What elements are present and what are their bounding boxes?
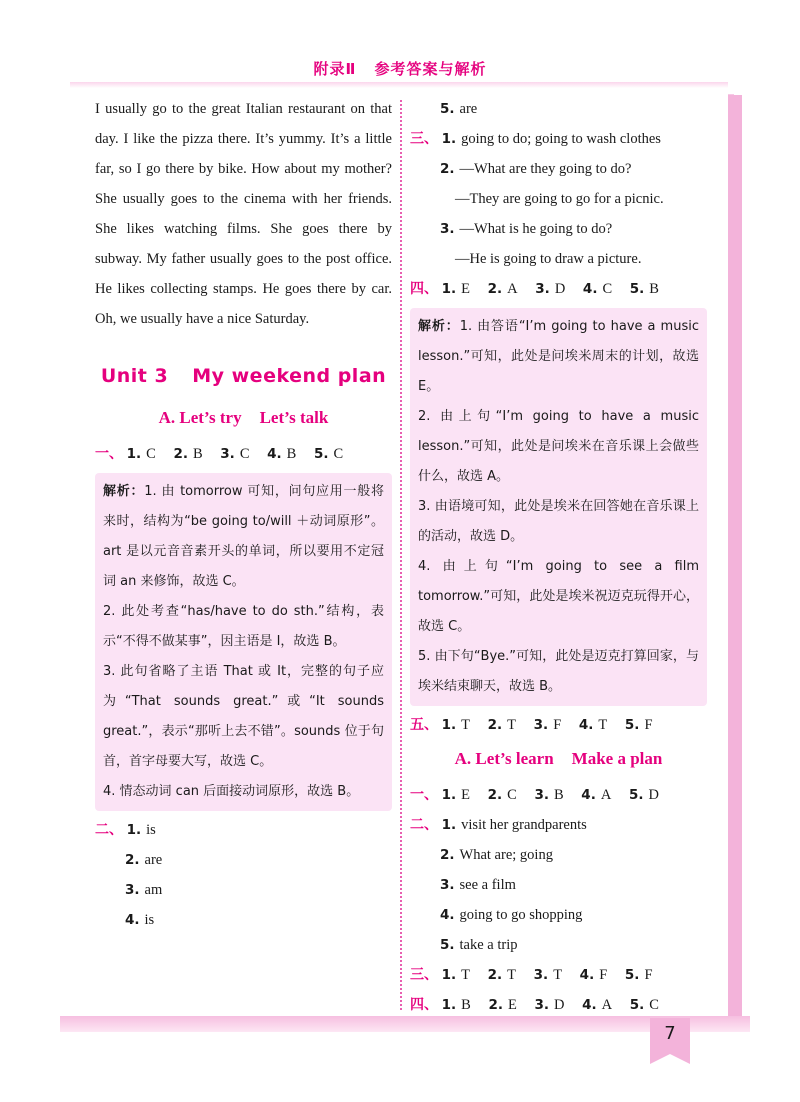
item-answer: T (507, 717, 517, 733)
item-number: 1. (441, 131, 457, 147)
explanation-4: 4. 情态动词 can 后面接动词原形，故选 B。 (103, 784, 360, 799)
item-number: 1. (441, 967, 457, 983)
item-number: 5. (313, 446, 329, 462)
item-number: 3. (533, 717, 549, 733)
column-divider (400, 100, 402, 1010)
explanation-box-left (95, 473, 392, 811)
item-answer: C (507, 787, 517, 803)
item-number: 3. (125, 882, 140, 898)
item-answer: C (602, 281, 613, 297)
item-answer: am (144, 882, 163, 898)
page-edge-bar (728, 95, 742, 1025)
item-answer: going to do; going to wash clothes (461, 131, 661, 147)
item-number: 2. (488, 997, 503, 1013)
item-number: 4. (267, 446, 282, 462)
item-answer: visit her grandparents (461, 817, 587, 833)
item-number: 2. (487, 281, 503, 297)
answer-item (410, 930, 707, 960)
item-number: 5. (440, 937, 455, 953)
item-number: 3. (220, 446, 235, 462)
item-answer: C (239, 446, 250, 462)
item-number: 2. (125, 852, 140, 868)
section-heading-b (410, 744, 707, 774)
answer-row-3 (410, 124, 707, 154)
explanation-box-right (410, 308, 707, 706)
item-number: 5. (629, 281, 645, 297)
item-answer: B (286, 446, 297, 462)
item-number: 5. (440, 101, 455, 117)
item-answer: C (146, 446, 156, 462)
explanation-3: 3. 此句省略了主语 That 或 It，完整的句子应为“That sounds great.”或“It sounds great.”，表示“那听上去不错”。sounds 位于句首，首字母要大写，故选 C。 (103, 664, 384, 769)
item-number: 1. (441, 787, 457, 803)
page-number: 7 (664, 1023, 676, 1044)
item-number: 3. (440, 221, 455, 237)
item-number: 4. (125, 912, 140, 928)
explanation-1: 1. 由答语“I’m going to have a music lesson.”可知，此处是问埃米周末的计划，故选 E。 (418, 319, 699, 394)
item-answer: A (600, 787, 612, 803)
answer-item (410, 214, 707, 244)
section-a-part1: A. Let’s try (158, 408, 242, 427)
item-number: 3. (440, 877, 455, 893)
item-answer: are (459, 101, 478, 117)
item-number: 1. (126, 822, 142, 838)
item-answer: A (601, 997, 613, 1013)
item-number: 1. (441, 817, 457, 833)
answer-item (410, 154, 707, 184)
item-answer: B (192, 446, 203, 462)
item-answer: T (461, 717, 471, 733)
item-number: 1. (441, 281, 457, 297)
item-number: 1. (441, 997, 457, 1013)
question-label: 五、 (410, 717, 438, 733)
question-label: 四、 (410, 997, 438, 1013)
item-number: 3. (534, 997, 549, 1013)
item-answer: E (461, 281, 471, 297)
explanation-3: 3. 由语境可知，此处是埃米在回答她在音乐课上的活动，故选 D。 (418, 499, 699, 544)
item-number: 5. (624, 717, 640, 733)
explanation-2: 2. 此处考查“has/have to do sth.”结构，表示“不得不做某事”，因主语是 I，故选 B。 (103, 604, 384, 649)
explanation-2: 2. 由上句“I’m going to have a music lesson.”可知，此处是问埃米在音乐课上会做些什么，故选 A。 (418, 409, 699, 484)
item-number: 4. (578, 717, 594, 733)
item-answer: A (507, 281, 518, 297)
section-a-part2: Let’s talk (259, 408, 329, 427)
question-label: 四、 (410, 281, 438, 297)
item-answer: C (333, 446, 344, 462)
item-number: 4. (581, 787, 596, 803)
right-column (410, 94, 707, 1020)
item-number: 1. (441, 717, 457, 733)
item-number: 2. (487, 967, 503, 983)
question-label: 三、 (410, 131, 438, 147)
item-number: 5. (629, 997, 645, 1013)
header-title: 参考答案与解析 (374, 60, 487, 78)
unit-number: Unit 3 (100, 365, 169, 387)
item-number: 4. (582, 281, 598, 297)
explanation-label: 解析： (418, 319, 460, 334)
running-header (0, 58, 800, 79)
item-answer: E (461, 787, 471, 803)
answer-item (95, 845, 392, 875)
appendix-label: 附录Ⅱ (313, 60, 357, 78)
item-answer: T (553, 967, 563, 983)
question-label: 三、 (410, 967, 438, 983)
explanation-label: 解析： (103, 484, 145, 499)
answer-row-l4 (410, 990, 707, 1020)
item-answer: B (461, 997, 471, 1013)
question-label: 一、 (410, 787, 438, 803)
answer-item (410, 94, 707, 124)
left-column (95, 94, 392, 935)
dialogue-answer: —They are going to go for a picnic. (455, 191, 664, 207)
item-answer: going to go shopping (459, 907, 583, 923)
item-number: 3. (534, 787, 549, 803)
item-answer: is (146, 822, 156, 838)
item-answer: D (554, 281, 566, 297)
section-b-part1: A. Let’s learn (454, 749, 554, 768)
item-number: 4. (440, 907, 455, 923)
question-label: 二、 (410, 817, 438, 833)
item-answer: F (644, 717, 653, 733)
item-answer: T (598, 717, 608, 733)
item-answer: D (554, 997, 565, 1013)
item-number: 5. (624, 967, 640, 983)
item-number: 1. (126, 446, 142, 462)
answer-item (410, 900, 707, 930)
item-number: 5. (628, 787, 644, 803)
answer-item (95, 905, 392, 935)
question-label: 一、 (95, 446, 123, 462)
item-answer: C (649, 997, 659, 1013)
item-number: 3. (535, 281, 550, 297)
dialogue-question: —What are they going to do? (459, 161, 632, 177)
item-answer: F (644, 967, 653, 983)
item-answer: B (554, 787, 564, 803)
item-number: 2. (487, 787, 503, 803)
dialogue-answer: —He is going to draw a picture. (455, 251, 642, 267)
item-answer: see a film (459, 877, 516, 893)
section-heading-a (95, 403, 392, 433)
item-number: 4. (579, 967, 595, 983)
answer-row-l1 (410, 780, 707, 810)
answer-row-l3 (410, 960, 707, 990)
item-answer: F (599, 967, 608, 983)
item-number: 2. (173, 446, 188, 462)
explanation-5: 5. 由下句“Bye.”可知，此处是迈克打算回家，与埃米结束聊天，故选 B。 (418, 649, 699, 694)
item-answer: D (648, 787, 659, 803)
item-number: 4. (582, 997, 597, 1013)
item-answer: E (507, 997, 517, 1013)
item-answer: T (507, 967, 517, 983)
item-number: 2. (440, 161, 455, 177)
dialogue-question: —What is he going to do? (459, 221, 613, 237)
item-answer: is (144, 912, 155, 928)
passage-text: I usually go to the great Italian restaurant on that day. I like the pizza there. It’s yummy. It’s a little far, so I go there by bike. How about my mother? She usually goes to the cinema with her friends. She likes watching films. She goes there by subway. My father usually goes to the post office. He likes collecting stamps. He goes there by car. Oh, we usually have a nice Saturday. (95, 101, 392, 327)
answer-row-4 (410, 274, 707, 304)
answer-row-l2 (410, 810, 707, 840)
explanation-4: 4. 由上句“I’m going to see a film tomorrow.”可知，此处是埃米祝迈克玩得开心，故选 C。 (418, 559, 699, 634)
item-number: 2. (440, 847, 455, 863)
answer-item (95, 875, 392, 905)
item-number: 3. (533, 967, 549, 983)
answer-row-1 (95, 439, 392, 469)
answer-row-5 (410, 710, 707, 740)
page-number-tab (650, 1018, 690, 1054)
section-b-part2: Make a plan (571, 749, 663, 768)
item-answer: What are; going (459, 847, 553, 863)
item-answer: F (553, 717, 562, 733)
answer-item (410, 870, 707, 900)
answer-row-2 (95, 815, 392, 845)
answer-item (410, 840, 707, 870)
item-answer: are (144, 852, 163, 868)
explanation-1: 1. 由 tomorrow 可知，问句应用一般将来时，结构为“be going to/will ＋动词原形”。art 是以元音音素开头的单词，所以要用不定冠词 an 来修饰，故选 C。 (103, 484, 384, 589)
item-answer: take a trip (459, 937, 518, 953)
question-label: 二、 (95, 822, 123, 838)
item-answer: B (649, 281, 659, 297)
unit-heading (95, 361, 392, 391)
item-number: 2. (487, 717, 503, 733)
unit-name: My weekend plan (192, 365, 387, 387)
item-answer: T (461, 967, 471, 983)
